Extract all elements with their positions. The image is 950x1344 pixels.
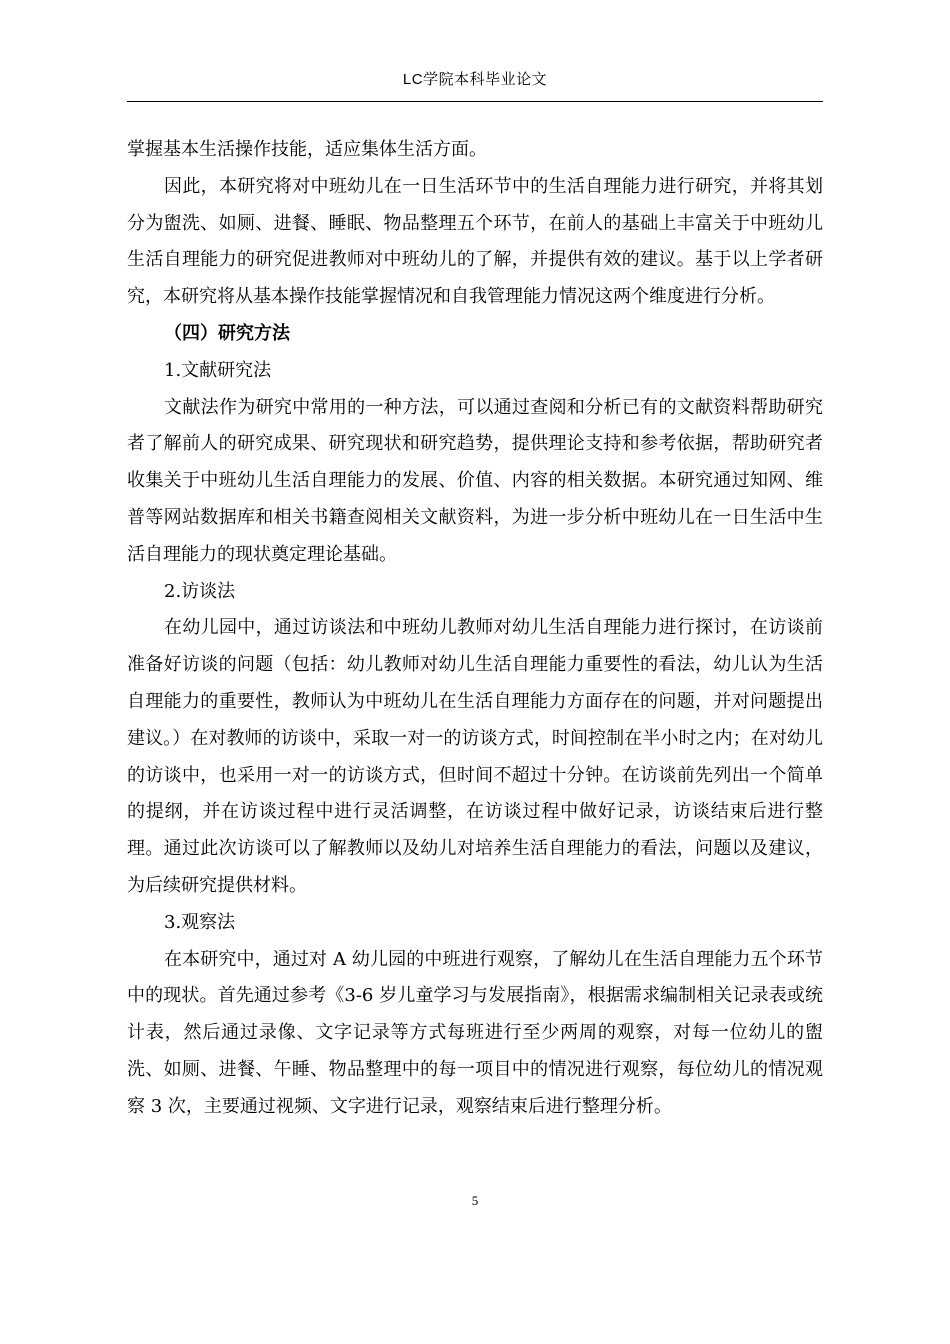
method-2-paragraph: 在幼儿园中，通过访谈法和中班幼儿教师对幼儿生活自理能力进行探讨，在访谈前准备好访谈的问题（包括：幼儿教师对幼儿生活自理能力重要性的看法，幼儿认为生活自理能力的重要性，教师认为中班幼儿在生活自理能力方面存在的问题，并对问题提出建议。）在对教师的访谈中，采取一对一的访谈方式，时间控制在半小时之内；在对幼儿的访谈中，也采用一对一的访谈方式，但时间不超过十分钟。在访谈前先列出一个简单的提纲，并在访谈过程中进行灵活调整，在访谈过程中做好记录，访谈结束后进行整理。通过此次访谈可以了解教师以及幼儿对培养生活自理能力的看法，问题以及建议，为后续研究提供材料。 (127, 617, 823, 896)
method-3-paragraph: 在本研究中，通过对 A 幼儿园的中班进行观察，了解幼儿在生活自理能力五个环节中的现状。首先通过参考《3-6 岁儿童学习与发展指南》，根据需求编制相关记录表或统计表，然后通过录像、文字记录等方式每班进行至少两周的观察，对每一位幼儿的盥洗、如厕、进餐、午睡、物品整理中的每一项目中的情况进行观察，每位幼儿的情况观察 3 次，主要通过视频、文字进行记录，观察结束后进行整理分析。 (127, 948, 823, 1117)
method-1-title: 1.文献研究法 (164, 359, 272, 381)
header-divider (127, 101, 823, 102)
document-body (127, 132, 823, 1126)
section-heading-research-methods: （四）研究方法 (164, 322, 290, 344)
page-number: 5 (471, 1193, 479, 1208)
method-2-title: 2.访谈法 (164, 580, 236, 602)
method-3-title: 3.观察法 (164, 911, 236, 933)
method-1-paragraph: 文献法作为研究中常用的一种方法，可以通过查阅和分析已有的文献资料帮助研究者了解前人的研究成果、研究现状和研究趋势，提供理论支持和参考依据，帮助研究者收集关于中班幼儿生活自理能力的发展、价值、内容的相关数据。本研究通过知网、维普等网站数据库和相关书籍查阅相关文献资料，为进一步分析中班幼儿在一日生活中生活自理能力的现状奠定理论基础。 (127, 396, 823, 565)
paragraph-therefore: 因此，本研究将对中班幼儿在一日生活环节中的生活自理能力进行研究，并将其划分为盥洗、如厕、进餐、睡眠、物品整理五个环节，在前人的基础上丰富关于中班幼儿生活自理能力的研究促进教师对中班幼儿的了解，并提供有效的建议。基于以上学者研究，本研究将从基本操作技能掌握情况和自我管理能力情况这两个维度进行分析。 (127, 175, 823, 308)
paragraph-continued: 掌握基本生活操作技能，适应集体生活方面。 (127, 139, 487, 160)
page-header-title: LC学院本科毕业论文 (402, 71, 548, 88)
